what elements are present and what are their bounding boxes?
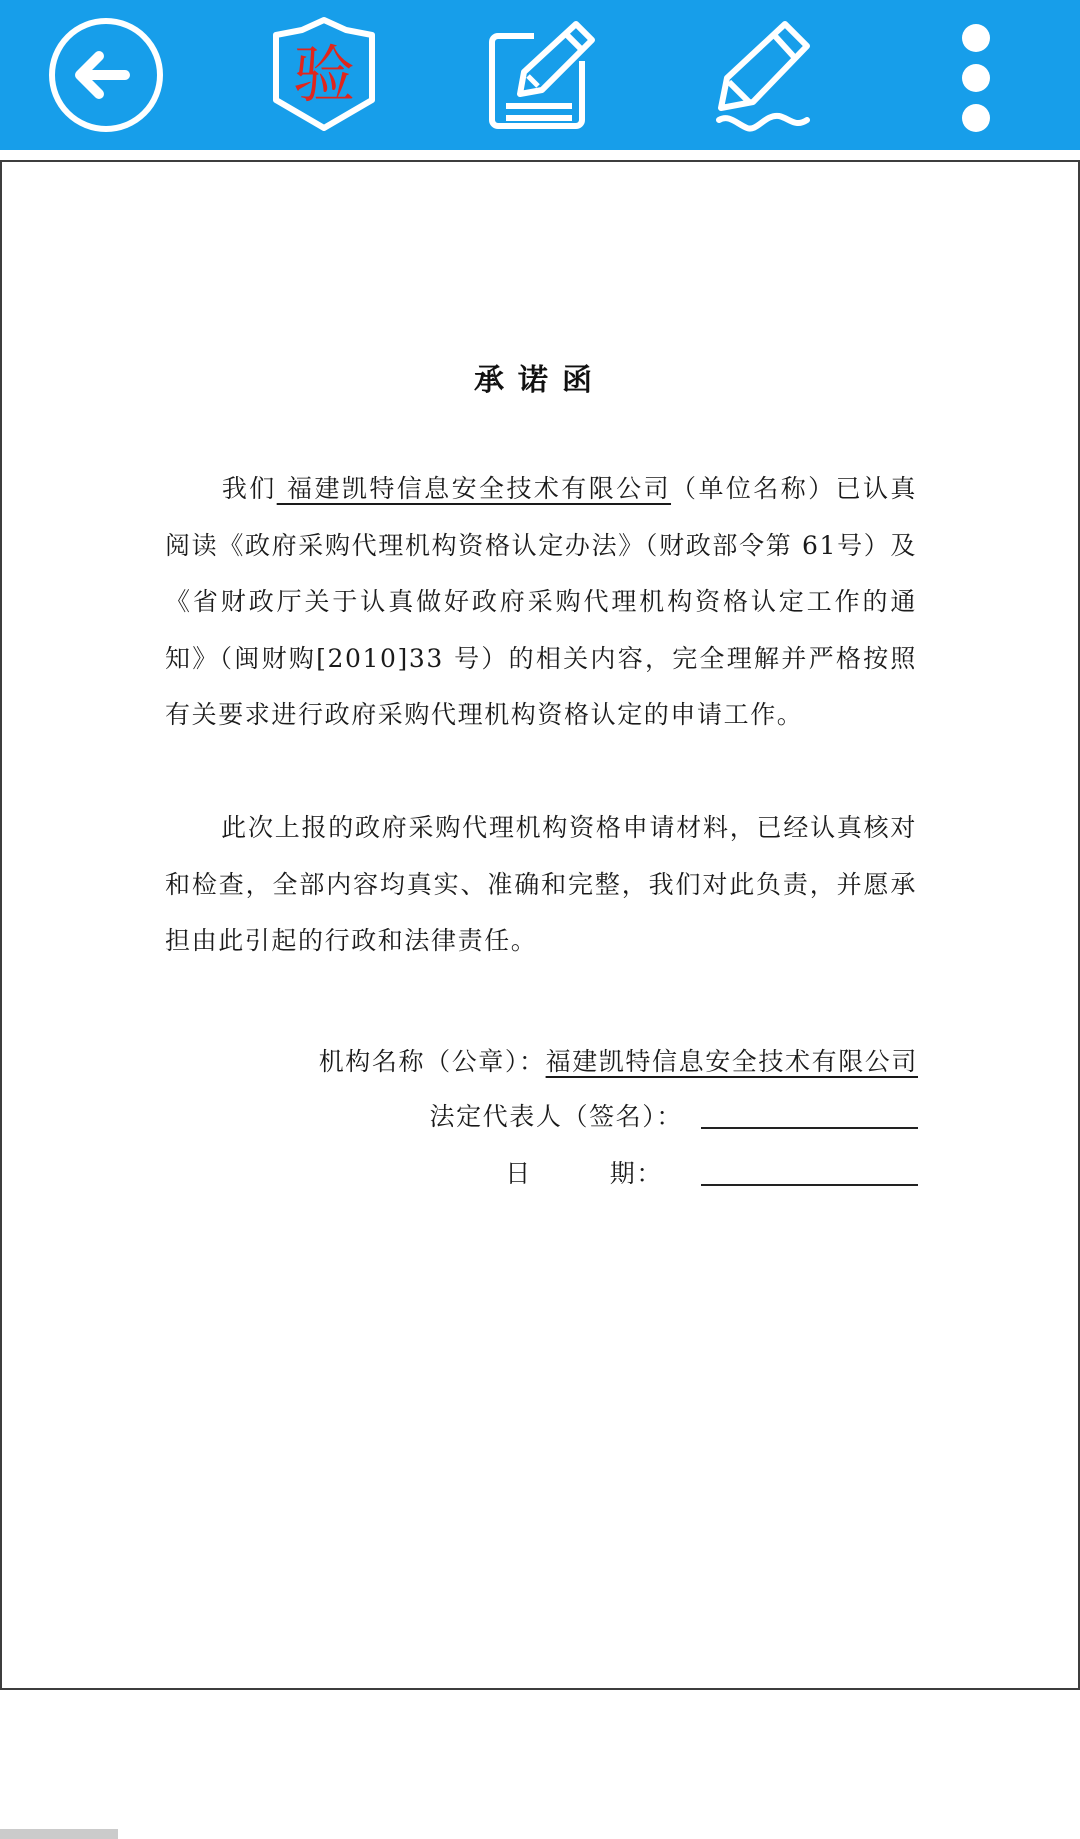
verify-button[interactable] <box>259 10 389 140</box>
pencil-signature-icon <box>699 16 817 134</box>
top-toolbar <box>0 0 1080 150</box>
date-line <box>701 1184 918 1186</box>
legal-rep-row <box>429 1093 918 1133</box>
paragraph-2-body: 此次上报的政府采购代理机构资格申请材料，已经认真核对和检查，全部内容均真实、准确和完整，我们对此负责，并愿承担由此引起的行政和法律责任。 <box>165 813 917 955</box>
company-name-underlined: 福建凯特信息安全技术有限公司 <box>276 474 672 503</box>
edit-document-button[interactable] <box>475 10 605 140</box>
org-name-label: 机构名称（公章）： <box>318 1047 546 1076</box>
date-label-1: 日 <box>505 1159 532 1188</box>
paragraph-1-body: （单位名称）已认真阅读《政府采购代理机构资格认定办法》（财政部令第 61号）及《省财政厅关于认真做好政府采购代理机构资格认定工作的通知》（闽财购[2010]33 号）的相关内容，完全理解并严格按照有关要求进行政府采购代理机构资格认定的申请工作。 <box>165 474 918 729</box>
legal-rep-signature-line <box>701 1127 918 1129</box>
legal-rep-label: 法定代表人（签名）： <box>429 1102 683 1131</box>
handwrite-sign-button[interactable] <box>693 10 823 140</box>
edit-document-icon <box>484 16 596 134</box>
back-button[interactable] <box>41 10 171 140</box>
org-name-value: 福建凯特信息安全技术有限公司 <box>545 1047 918 1076</box>
paragraph-1-prefix: 我们 <box>221 474 277 503</box>
paragraph-1 <box>165 461 917 744</box>
date-row <box>505 1150 918 1190</box>
paragraph-2 <box>165 800 917 970</box>
document-title: 承诺函 <box>474 363 606 398</box>
svg-text:验: 验 <box>292 38 356 111</box>
more-vertical-icon <box>956 16 996 134</box>
more-menu-button[interactable] <box>911 10 1041 140</box>
arrow-left-circle-icon <box>47 16 165 134</box>
date-label-2: 期： <box>609 1159 663 1188</box>
org-name-row <box>319 1038 918 1078</box>
shield-verify-icon <box>268 16 380 134</box>
horizontal-scrollbar[interactable] <box>0 1829 118 1839</box>
